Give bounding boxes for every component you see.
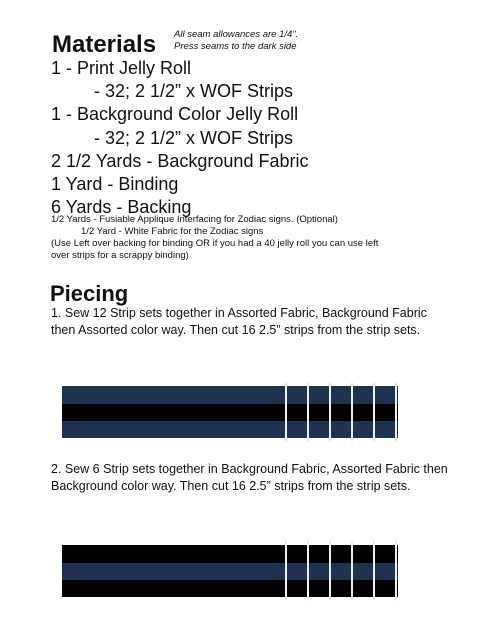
strip-band: [62, 386, 398, 404]
piecing-step-1: 1. Sew 12 Strip sets together in Assorted Fabric, Background Fabric then Assorted color way. Then cut 16 2.5” strips from the strip sets.: [51, 306, 427, 337]
press-seams-note: Press seams to the dark side: [174, 40, 297, 52]
materials-item-binding: 1 Yard - Binding: [51, 174, 179, 194]
materials-item-backing: 6 Yards - Backing: [51, 197, 192, 217]
cut-line: [395, 541, 397, 601]
strip-band: [62, 404, 398, 421]
strip-band: [62, 421, 398, 438]
materials-item-print-strips: - 32; 2 1/2” x WOF Strips: [94, 81, 294, 101]
cut-line: [307, 382, 309, 442]
note-binding-line-2: over strips for a scrappy binding): [51, 250, 189, 261]
materials-heading: Materials: [52, 31, 157, 58]
note-white-fabric: 1/2 Yard - White Fabric for the Zodiac signs: [81, 226, 264, 237]
cut-line: [285, 382, 287, 442]
note-binding-line-1: (Use Left over backing for binding OR if you had a 40 jelly roll you can use left: [51, 238, 379, 249]
materials-item-background-jelly-roll: 1 - Background Color Jelly Roll: [51, 104, 299, 124]
materials-item-background-fabric: 2 1/2 Yards - Background Fabric: [51, 151, 309, 171]
strip-set-diagram-1: [62, 386, 398, 438]
piecing-heading: Piecing: [50, 281, 129, 306]
cut-line: [351, 382, 353, 442]
cut-line: [285, 541, 287, 601]
piecing-step-2: 2. Sew 6 Strip sets together in Background Fabric, Assorted Fabric then Background color way. Then cut 16 2.5” strips from the strip sets.: [51, 462, 448, 493]
cut-line: [395, 382, 397, 442]
strip-band: [62, 545, 398, 563]
cut-line: [373, 541, 375, 601]
seam-notes: [174, 29, 298, 52]
cut-line: [329, 382, 331, 442]
cut-line: [307, 541, 309, 601]
note-interfacing: 1/2 Yards - Fusiable Applique Interfacing for Zodiac signs. (Optional): [51, 214, 338, 225]
strip-set-diagram-2: [62, 545, 398, 597]
materials-item-print-jelly-roll: 1 - Print Jelly Roll: [51, 58, 192, 78]
cut-line: [329, 541, 331, 601]
materials-item-background-strips: - 32; 2 1/2” x WOF Strips: [94, 128, 294, 148]
strip-band: [62, 580, 398, 597]
cut-line: [351, 541, 353, 601]
seam-allowance-note: All seam allowances are 1/4".: [174, 29, 299, 40]
cut-line: [373, 382, 375, 442]
strip-band: [62, 563, 398, 580]
